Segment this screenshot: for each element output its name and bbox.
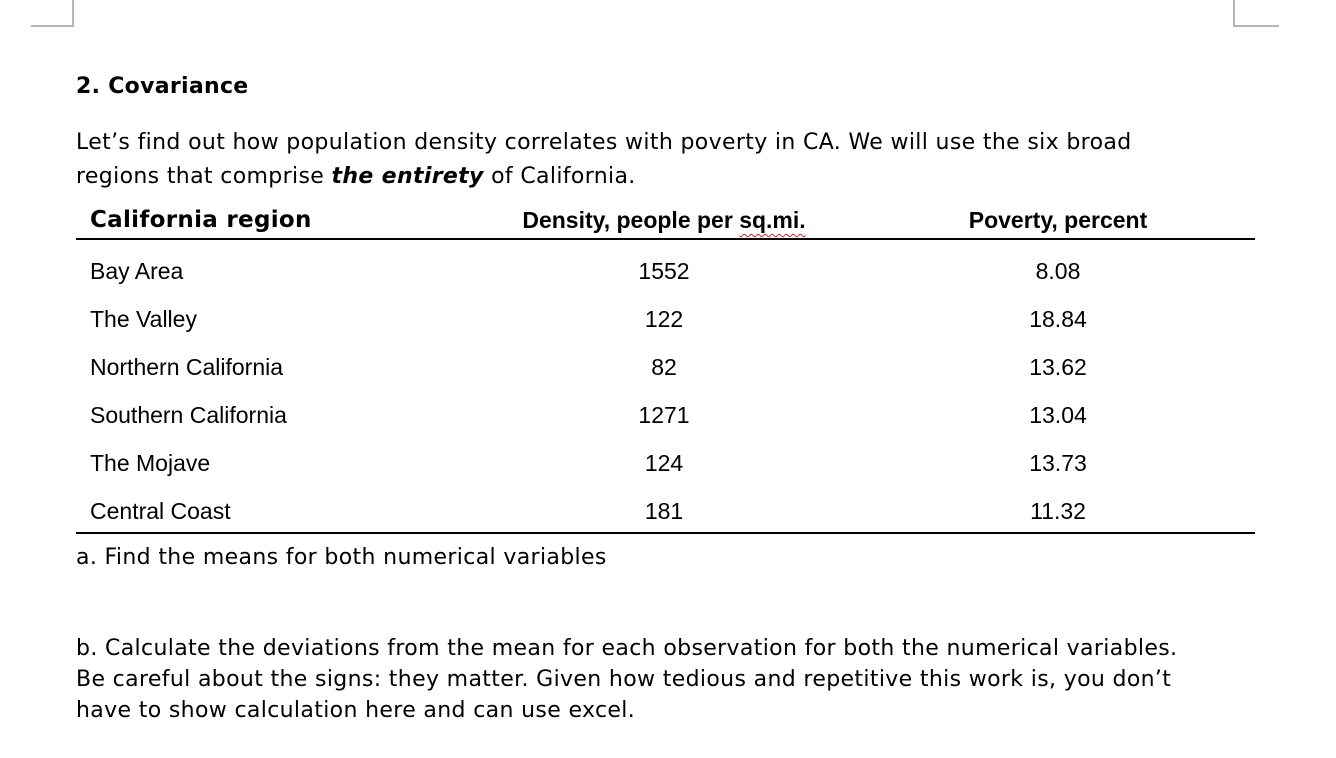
table-row [76,402,1255,450]
cell-density: 1271 [638,402,690,428]
table-row [76,498,1255,532]
cell-region: The Mojave [90,450,211,476]
table-row [76,354,1255,402]
cell-poverty: 13.62 [1029,354,1087,380]
table-header-row [76,203,1255,240]
cell-poverty: 13.04 [1029,402,1087,428]
cell-region: The Valley [90,306,197,332]
question-b: b. Calculate the deviations from the mean for each observation for both the numerical variables. Be careful about the signs: they matter. Given how tedious and repetitive this work is, you don’t have to show calculation here and can use excel. [76,636,1178,723]
table-row [76,258,1255,306]
cell-region: Northern California [90,354,284,380]
cell-region: Southern California [90,402,287,428]
intro-text-before: Let’s find out how population density correlates with poverty in CA. We will use the six broad regions that comprise [76,130,1132,189]
cell-density: 1552 [638,258,690,284]
cell-poverty: 13.73 [1029,450,1087,476]
table-row [76,306,1255,354]
page-corner-mark-left [31,0,74,27]
cell-poverty: 18.84 [1029,306,1087,332]
cell-density: 181 [644,498,684,524]
cell-density: 82 [651,354,677,380]
cell-region: Central Coast [90,498,231,524]
header-poverty: Poverty, percent [968,207,1148,233]
header-density-unit: sq.mi. [739,207,806,233]
cell-density: 122 [644,306,684,332]
intro-text-after: of California. [483,164,636,189]
header-region: California region [90,207,312,233]
question-a: a. Find the means for both numerical variables [76,545,607,570]
section-heading: 2. Covariance [76,74,249,99]
cell-poverty: 11.32 [1030,498,1086,524]
page-corner-mark-right [1233,0,1279,27]
table-row [76,450,1255,498]
intro-paragraph [76,126,1196,194]
region-data-table [76,203,1255,534]
table-body [76,258,1255,534]
cell-density: 124 [644,450,684,476]
intro-emphasis: the entirety [331,164,484,189]
cell-region: Bay Area [90,258,184,284]
header-density-prefix: Density, people per [522,207,740,233]
cell-poverty: 8.08 [1035,258,1081,284]
header-density [517,207,811,234]
